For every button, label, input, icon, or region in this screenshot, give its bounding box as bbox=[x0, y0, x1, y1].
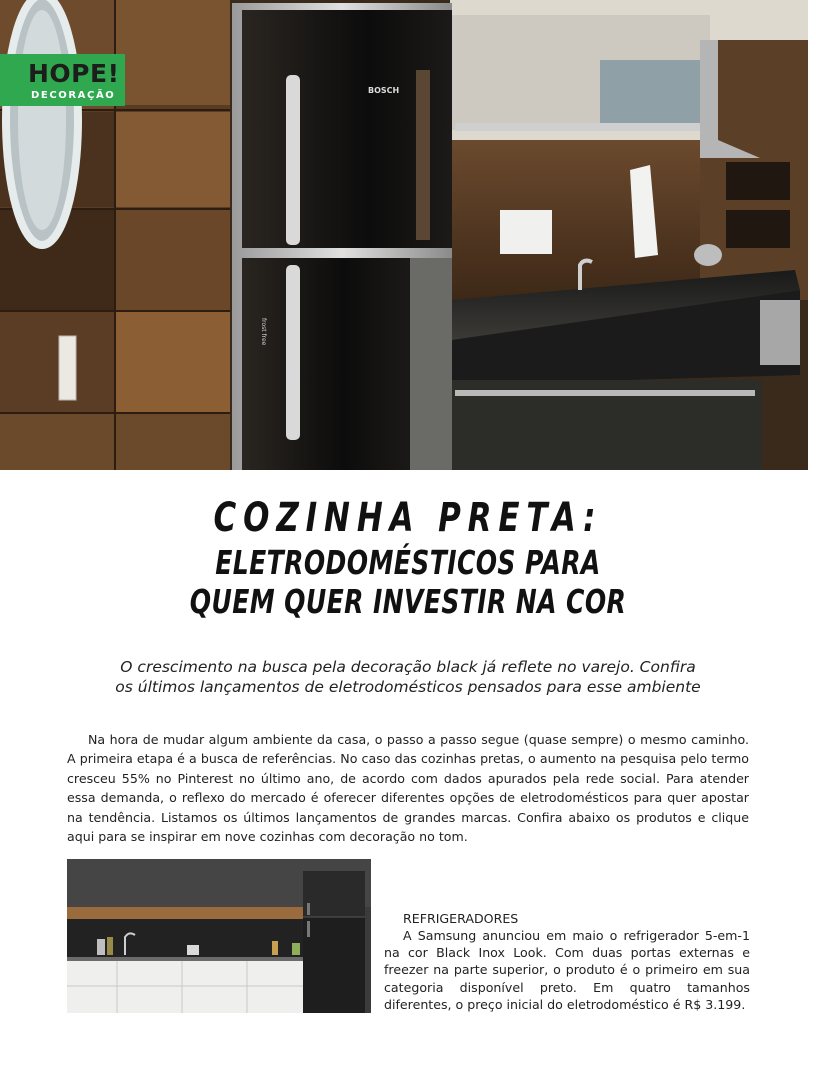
article-dek-line1: O crescimento na busca pela decoração black já reflete no varejo. Confira bbox=[120, 658, 696, 676]
logo-brand-text: HOPE! bbox=[28, 59, 120, 88]
frost-free-label: frost free bbox=[260, 318, 267, 346]
samsung-refrigerator-photo bbox=[67, 859, 371, 1013]
article-title: COZINHA PRETA: bbox=[213, 495, 603, 541]
article-dek bbox=[80, 657, 736, 697]
article-headline bbox=[0, 493, 816, 621]
hope-decoracao-logo bbox=[0, 54, 125, 106]
article-subtitle-line1: ELETRODOMÉSTICOS PARA bbox=[215, 543, 601, 582]
article-subtitle-line2: QUEM QUER INVESTIR NA COR bbox=[189, 582, 627, 621]
article-dek-line2: os últimos lançamentos de eletrodomésticos pensados para esse ambiente bbox=[115, 678, 701, 696]
article-body: Na hora de mudar algum ambiente da casa, o passo a passo segue (quase sempre) o mesmo caminho. A primeira etapa é a busca de referências. No caso das cozinhas pretas, o aumento na pesquisa pelo termo cresceu 55% no Pinterest no último ano, de acordo com dados apurados pela rede social. Para atender essa demanda, o reflexo do mercado é oferecer diferentes opções de eletrodomésticos para quer apostar na tendência. Listamos os últimos lançamentos de grandes marcas. Confira abaixo os produtos e clique aqui para se inspirar em nove cozinhas com decoração no tom. bbox=[67, 732, 749, 845]
fridge-brand-text: BOSCH bbox=[368, 86, 400, 95]
product-description: A Samsung anunciou em maio o refrigerador 5-em-1 na cor Black Inox Look. Com duas portas externas e freezer na parte superior, o produto é o primeiro em sua categoria disponível preto. Em quatro tamanhos diferentes, o preço inicial do eletrodoméstico é R$ 3.199. bbox=[384, 928, 750, 1012]
refrigerator-illustration bbox=[67, 859, 371, 1013]
section-title-refrigeradores: REFRIGERADORES bbox=[403, 911, 519, 926]
logo-tagline-text: DECORAÇÃO bbox=[31, 90, 116, 101]
